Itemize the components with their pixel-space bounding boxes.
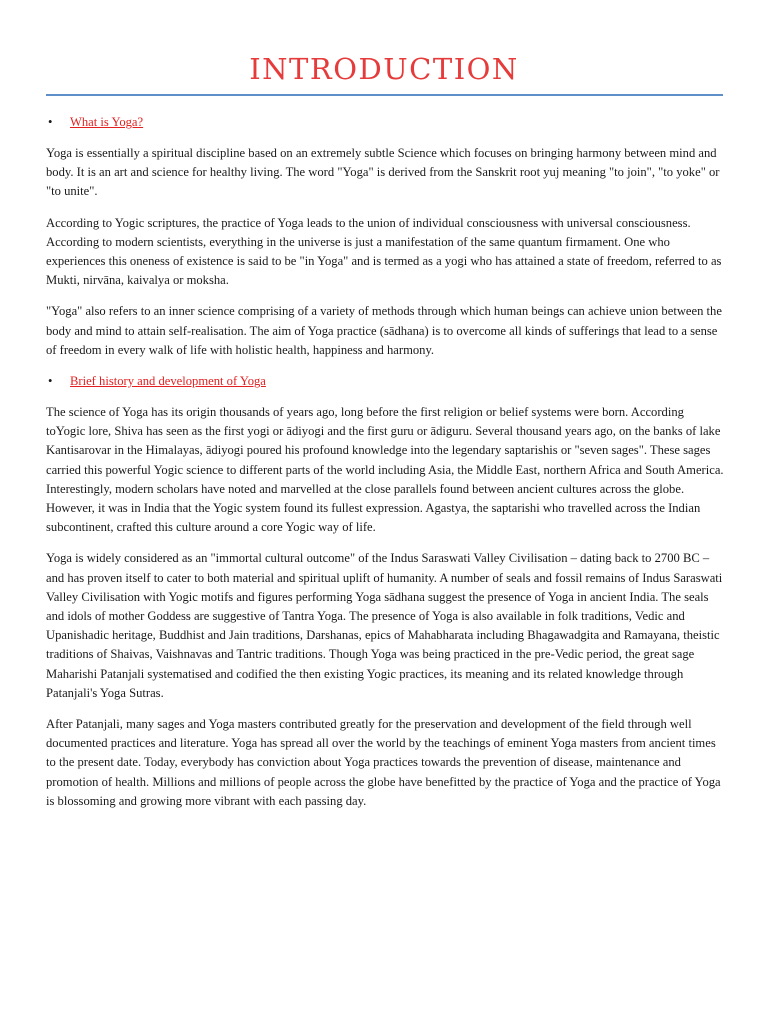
document-body — [46, 113, 724, 823]
paragraph: After Patanjali, many sages and Yoga masters contributed greatly for the preservation and development of the field through well documented practices and literature. Yoga has spread all over the world by the teachings of eminent Yoga masters from ancient times to the present date. Today, everybody has conviction about Yoga practices towards the prevention of disease, maintenance and promotion of health. Millions and millions of people across the globe have benefitted by the practice of Yoga and the practice of Yoga is blossoming and growing more vibrant with each passing day. — [46, 717, 721, 808]
paragraph: Yoga is essentially a spiritual discipline based on an extremely subtle Science which focuses on bringing harmony between mind and body. It is an art and science for healthy living. The word "Yoga" is derived from the Sanskrit root yuj meaning "to join", "to yoke" or "to unite". — [46, 146, 720, 199]
title-divider — [46, 94, 723, 96]
history-of-yoga-link[interactable]: Brief history and development of Yoga — [70, 374, 266, 389]
paragraph: According to Yogic scriptures, the practice of Yoga leads to the union of individual consciousness with universal consciousness. According to modern scientists, everything in the universe is just a manifestation of the same quantum firmament. One who experiences this oneness of existence is said to be "in Yoga" and is termed as a yogi who has attained a state of freedom, referred to as Mukti, nirvāna, kaivalya or moksha. — [46, 215, 722, 288]
paragraph: The science of Yoga has its origin thousands of years ago, long before the first religion or belief systems were born. According toYogic lore, Shiva has seen as the first yogi or ādiyogi and the first guru or ādiguru. Several thousand years ago, on the banks of lake Kantisarovar in the Himalayas, ādiyogi poured his profound knowledge into the legendary saptarishis or "seven sages". These sages carried this powerful Yogic science to different parts of the world including Asia, the Middle East, northern Africa and South America. Interestingly, modern scholars have noted and marvelled at the close parallels found between ancient cultures across the globe. However, it was in India that the Yogic system found its fullest expression. Agastya, the saptarishi who travelled across the Indian subcontinent, crafted this culture around a core Yogic way of life. — [46, 405, 724, 535]
section-heading-history — [46, 372, 724, 391]
bullet-icon: • — [48, 374, 53, 389]
paragraph: "Yoga" also refers to an inner science comprising of a variety of methods through which human beings can achieve union between the body and mind to attain self-realisation. The aim of Yoga practice (sādhana) is to overcome all kinds of sufferings that lead to a sense of freedom in every walk of life with holistic health, happiness and harmony. — [46, 304, 722, 357]
section-heading-what-is-yoga — [46, 113, 724, 132]
page-title: INTRODUCTION — [249, 52, 519, 86]
bullet-icon: • — [48, 115, 53, 129]
what-is-yoga-link[interactable]: What is Yoga? — [70, 115, 144, 129]
paragraph: Yoga is widely considered as an "immortal cultural outcome" of the Indus Saraswati Valley Civilisation – dating back to 2700 BC – and has proven itself to cater to both material and spiritual uplift of humanity. A number of seals and fossil remains of Indus Saraswati Valley Civilisation with Yogic motifs and figures performing Yoga sādhana suggest the presence of Yoga in ancient India. The seals and idols of mother Goddess are suggestive of Tantra Yoga. The presence of Yoga is also available in folk traditions, Vedic and Upanishadic heritage, Buddhist and Jain traditions, Darshanas, epics of Mahabharata including Bhagawadgita and Ramayana, theistic traditions of Shaivas, Vaishnavas and Tantric traditions. Though Yoga was being practiced in the pre-Vedic period, the great sage Maharishi Patanjali systematised and codified the then existing Yogic practices, its meaning and its related knowledge through Patanjali's Yoga Sutras. — [46, 551, 723, 700]
